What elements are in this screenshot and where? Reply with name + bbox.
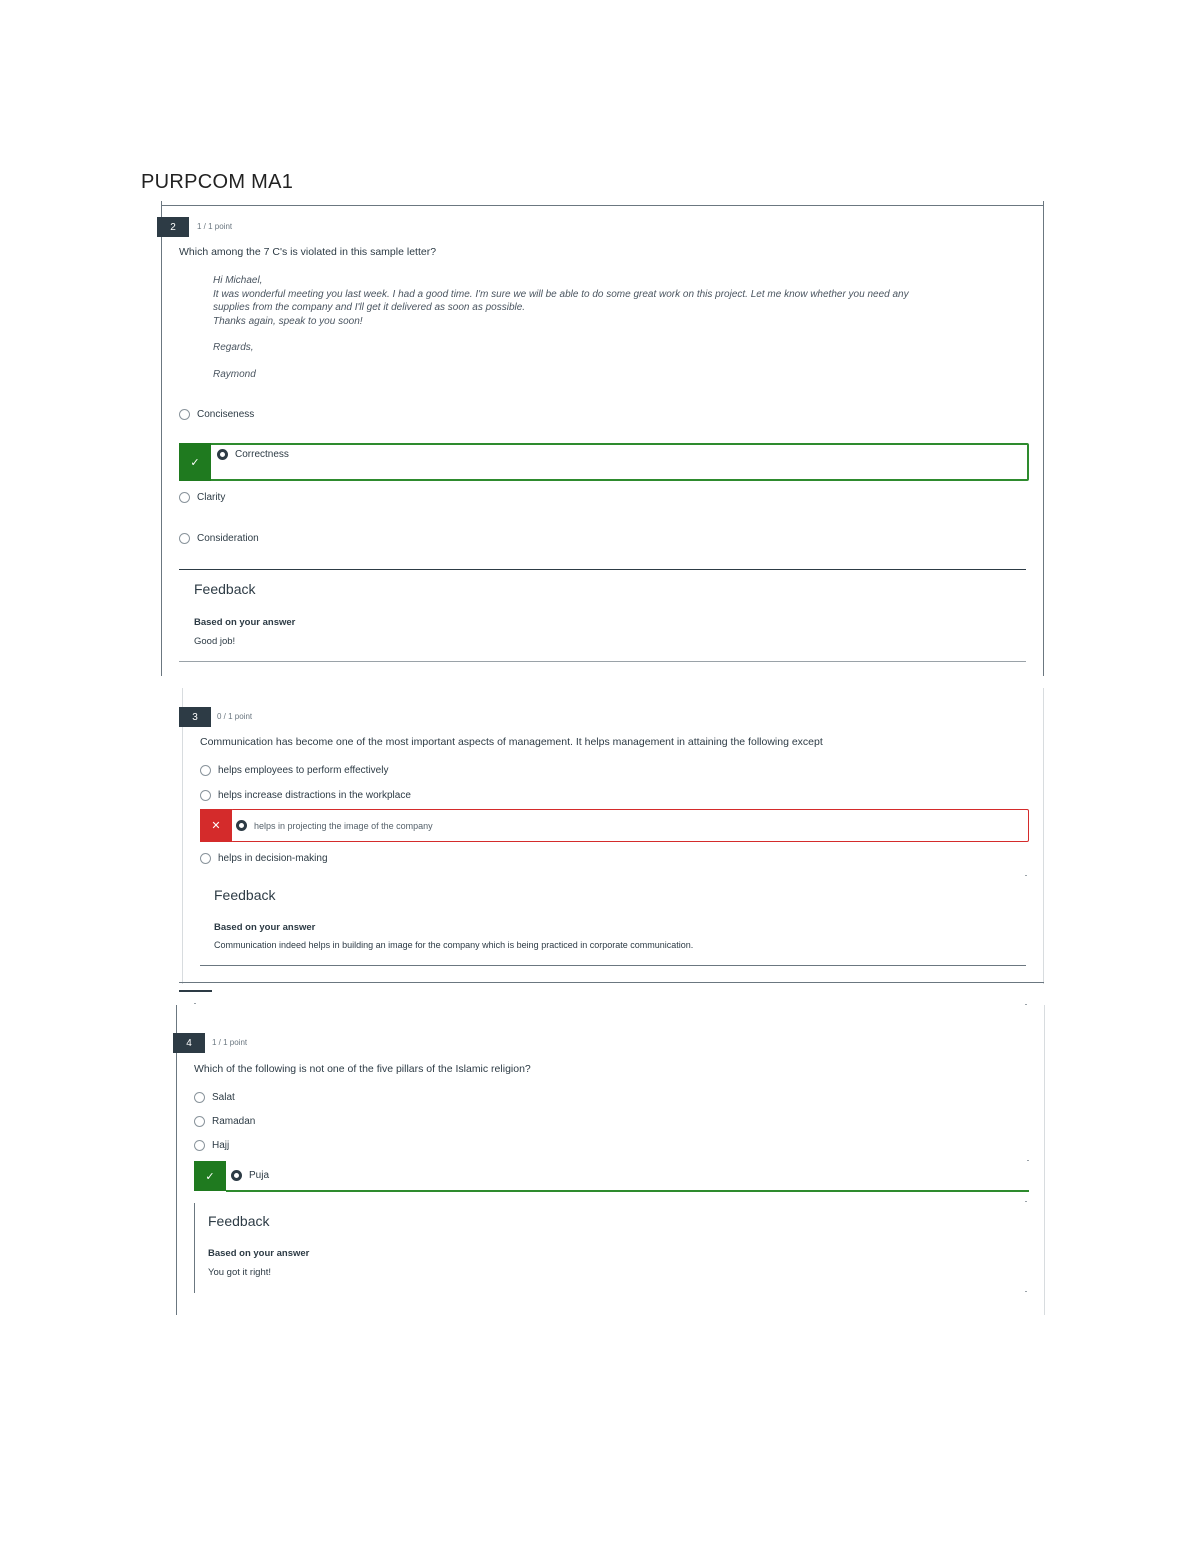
question-text: Which of the following is not one of the five pillars of the Islamic religion? xyxy=(194,1063,531,1075)
radio-button[interactable] xyxy=(200,790,211,801)
scan-artifact xyxy=(1025,1201,1027,1202)
option-label: helps employees to perform effectively xyxy=(218,765,389,776)
radio-button[interactable] xyxy=(200,765,211,776)
radio-button[interactable] xyxy=(179,533,190,544)
letter-signature: Raymond xyxy=(213,368,256,380)
scan-artifact xyxy=(1025,875,1027,876)
feedback-title: Feedback xyxy=(194,581,256,597)
feedback-text: Good job! xyxy=(194,636,236,647)
divider-accent xyxy=(179,990,212,992)
radio-button[interactable] xyxy=(179,492,190,503)
x-icon: ✕ xyxy=(200,809,232,842)
scan-artifact xyxy=(1027,1160,1029,1161)
answer-option[interactable] xyxy=(194,1092,235,1103)
option-label: Correctness xyxy=(235,449,289,460)
scan-artifact xyxy=(1025,1004,1027,1005)
option-label: helps in projecting the image of the company xyxy=(254,820,433,831)
answer-option[interactable] xyxy=(231,1170,269,1181)
radio-button[interactable] xyxy=(200,853,211,864)
letter-closing: Regards, xyxy=(213,342,254,353)
question-points: 0 / 1 point xyxy=(217,712,253,721)
card-right-border xyxy=(1044,1005,1045,1315)
feedback-subtitle: Based on your answer xyxy=(214,922,316,933)
feedback-subtitle: Based on your answer xyxy=(194,617,296,628)
selected-answer-underline xyxy=(226,1190,1029,1192)
answer-option[interactable] xyxy=(217,449,289,460)
feedback-title: Feedback xyxy=(214,887,276,903)
question-points: 1 / 1 point xyxy=(197,222,233,231)
card-right-border xyxy=(1043,201,1044,676)
radio-button[interactable] xyxy=(194,1140,205,1151)
radio-button[interactable] xyxy=(194,1116,205,1127)
feedback-text: You got it right! xyxy=(208,1267,272,1278)
radio-button-selected[interactable] xyxy=(236,820,247,831)
sample-letter xyxy=(213,274,1003,381)
card-left-border xyxy=(161,201,162,676)
answer-option[interactable] xyxy=(179,409,254,420)
feedback-bottom-rule xyxy=(179,661,1026,662)
option-label: Conciseness xyxy=(197,409,255,420)
card-right-border xyxy=(1043,688,1044,984)
answer-option[interactable] xyxy=(200,853,328,864)
answer-option[interactable] xyxy=(200,765,388,776)
radio-button-selected[interactable] xyxy=(231,1170,242,1181)
feedback-subtitle: Based on your answer xyxy=(208,1248,310,1259)
card-top-border xyxy=(161,205,1044,206)
answer-option[interactable] xyxy=(194,1140,229,1151)
answer-option[interactable] xyxy=(200,790,411,801)
check-icon: ✓ xyxy=(194,1161,226,1191)
document-title: PURPCOM MA1 xyxy=(141,171,294,193)
question-number-badge: 4 xyxy=(173,1033,205,1053)
feedback-title: Feedback xyxy=(208,1213,270,1229)
feedback-left-border xyxy=(194,1203,195,1293)
feedback-bottom-rule xyxy=(200,965,1026,966)
option-label: Puja xyxy=(249,1170,270,1181)
question-text: Which among the 7 C's is violated in this sample letter? xyxy=(179,246,437,258)
letter-body-line: Thanks again, speak to you soon! xyxy=(213,315,363,327)
option-label: Consideration xyxy=(197,533,259,544)
answer-option[interactable] xyxy=(194,1116,255,1127)
answer-option[interactable] xyxy=(179,533,259,544)
option-label: Ramadan xyxy=(212,1116,256,1127)
option-label: Hajj xyxy=(212,1140,230,1151)
question-number-badge: 2 xyxy=(157,217,189,237)
question-text: Communication has become one of the most important aspects of management. It helps management in attaining the following except xyxy=(200,736,823,748)
question-points: 1 / 1 point xyxy=(212,1038,248,1047)
answer-option[interactable] xyxy=(236,820,433,831)
radio-button-selected[interactable] xyxy=(217,449,228,460)
option-label: helps increase distractions in the workplace xyxy=(218,790,411,801)
check-icon: ✓ xyxy=(179,443,211,481)
radio-button[interactable] xyxy=(179,409,190,420)
scan-artifact xyxy=(194,1003,196,1004)
option-label: Clarity xyxy=(197,492,226,503)
feedback-text: Communication indeed helps in building an image for the company which is being practiced in corporate communication. xyxy=(214,940,694,950)
answer-option[interactable] xyxy=(179,492,225,503)
letter-body-line: supplies from the company and I'll get it delivered as soon as possible. xyxy=(213,302,526,313)
letter-body-line: It was wonderful meeting you last week. I had a good time. I'm sure we will be able to do some great work on this project. Let me know whether you need any xyxy=(213,288,909,300)
card-left-border xyxy=(182,688,183,984)
feedback-top-rule xyxy=(179,569,1026,570)
option-label: Salat xyxy=(212,1092,235,1103)
question-number-badge: 3 xyxy=(179,707,211,727)
card-bottom-border xyxy=(179,982,1044,983)
option-label: helps in decision-making xyxy=(218,853,328,864)
scan-artifact xyxy=(1025,1291,1027,1292)
letter-greeting: Hi Michael, xyxy=(213,275,263,286)
selected-answer-box xyxy=(179,443,1029,481)
radio-button[interactable] xyxy=(194,1092,205,1103)
